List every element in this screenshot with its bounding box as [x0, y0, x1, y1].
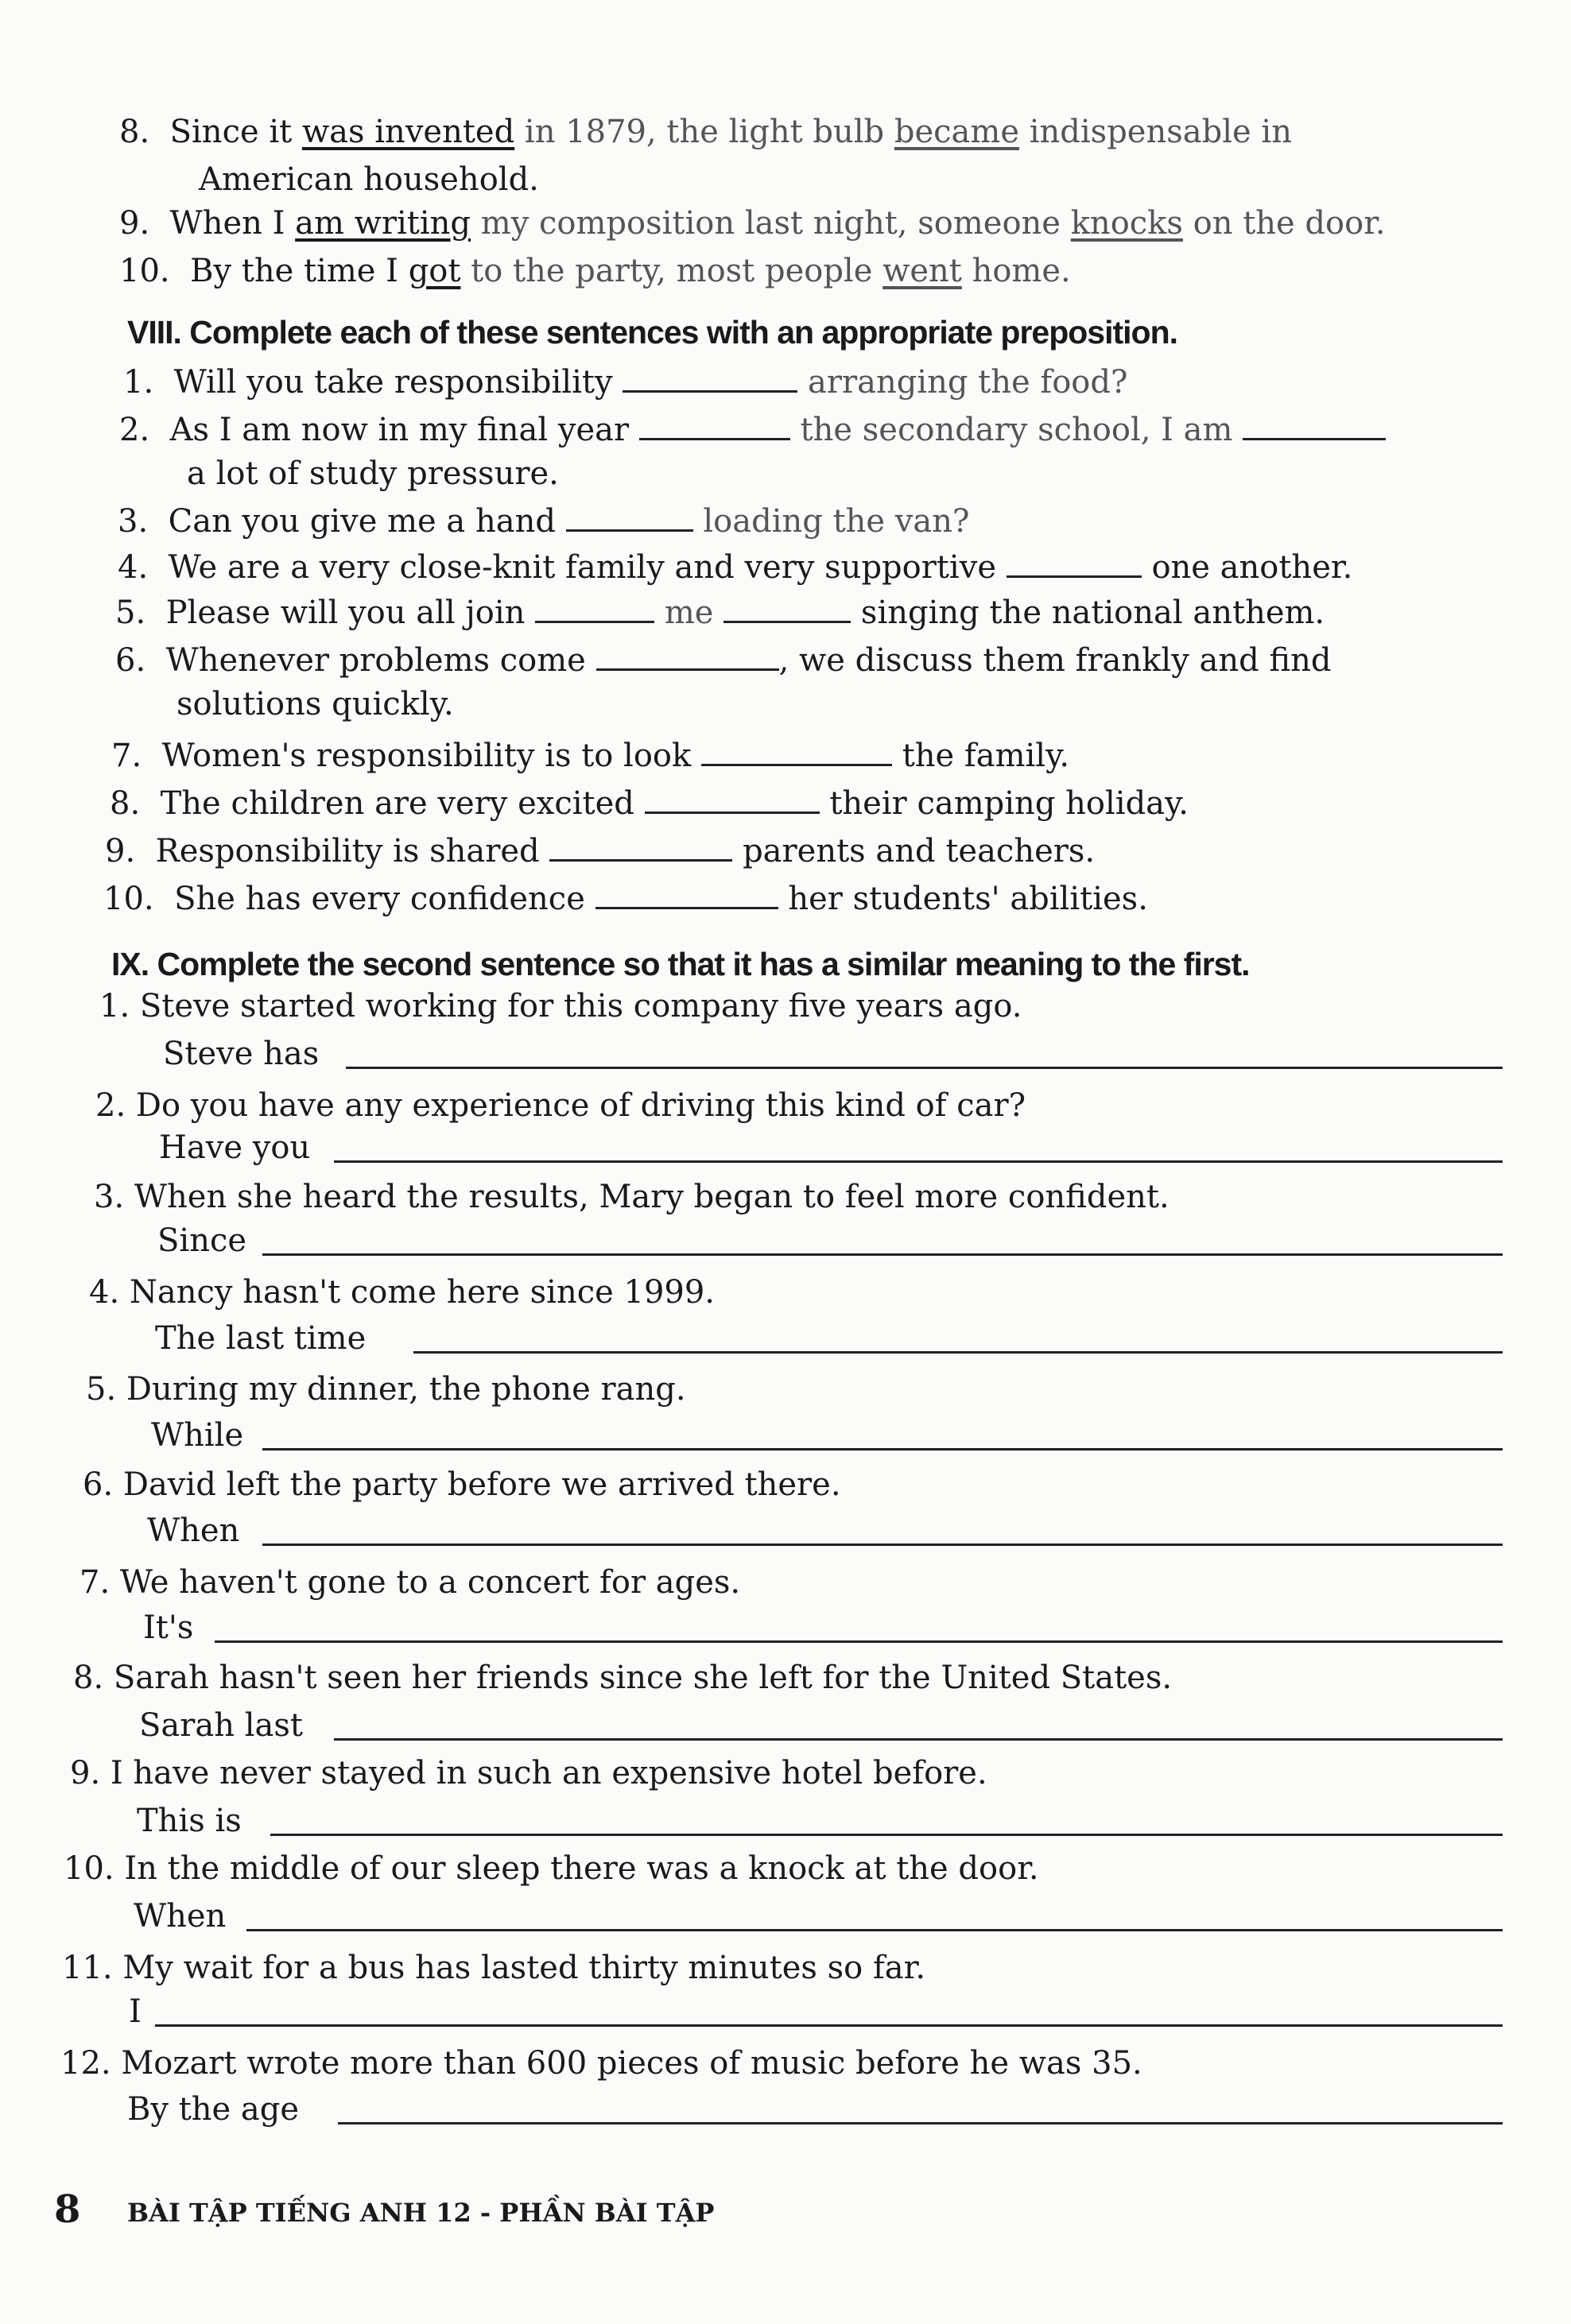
- answer-blank[interactable]: [535, 592, 654, 623]
- s7-item-8-cont: American household.: [199, 161, 539, 198]
- answer-line[interactable]: [262, 1544, 1503, 1546]
- original-sentence: In the middle of our sleep there was a knock at the door.: [124, 1850, 1039, 1887]
- answer-blank[interactable]: [723, 592, 851, 623]
- rewrite-prompt: Sarah last: [139, 1707, 303, 1744]
- rewrite-item: 1. Steve started working for this company five years ago.: [99, 988, 1022, 1024]
- answer-line[interactable]: [334, 1160, 1503, 1163]
- original-sentence: Nancy hasn't come here since 1999.: [129, 1274, 716, 1311]
- rewrite-item: 7. We haven't gone to a concert for ages.: [80, 1564, 741, 1601]
- page-number: 8: [54, 2187, 81, 2232]
- answer-line[interactable]: [334, 1738, 1503, 1741]
- s8-item-8: 8. The children are very excited their camping holiday.: [110, 783, 1189, 824]
- s8-item-9: 9. Responsibility is shared parents and teachers.: [105, 831, 1095, 872]
- answer-blank[interactable]: [595, 878, 778, 909]
- original-sentence: During my dinner, the phone rang.: [126, 1371, 686, 1408]
- rewrite-prompt: While: [151, 1417, 244, 1454]
- rewrite-prompt: When: [134, 1898, 227, 1935]
- rewrite-prompt: Since: [157, 1222, 247, 1259]
- answer-blank[interactable]: [639, 409, 790, 440]
- s8-item-5: 5. Please will you all join me singing the national anthem.: [115, 592, 1325, 633]
- answer-line[interactable]: [338, 2122, 1503, 2125]
- answer-line[interactable]: [262, 1253, 1503, 1256]
- s8-item-2-cont: a lot of study pressure.: [187, 455, 559, 492]
- s8-item-6: 6. Whenever problems come , we discuss them frankly and find: [115, 640, 1331, 681]
- rewrite-prompt: It's: [143, 1609, 194, 1646]
- original-sentence: I have never stayed in such an expensive hotel before.: [110, 1755, 987, 1791]
- s7-item-8: 8. Since it was invented in 1879, the light bulb became indispensable in: [119, 114, 1292, 150]
- answer-line[interactable]: [262, 1448, 1503, 1451]
- rewrite-item: 5. During my dinner, the phone rang.: [86, 1371, 686, 1408]
- s8-item-7: 7. Women's responsibility is to look the family.: [111, 735, 1069, 777]
- rewrite-prompt: When: [147, 1513, 240, 1549]
- s8-item-10: 10. She has every confidence her students' abilities.: [103, 878, 1148, 920]
- rewrite-item: 8. Sarah hasn't seen her friends since she left for the United States.: [73, 1660, 1173, 1696]
- answer-blank[interactable]: [549, 831, 732, 862]
- rewrite-item: 6. David left the party before we arrived there.: [83, 1466, 841, 1503]
- answer-blank[interactable]: [645, 783, 820, 814]
- answer-line[interactable]: [270, 1834, 1503, 1836]
- answer-line[interactable]: [413, 1351, 1503, 1354]
- original-sentence: Do you have any experience of driving this kind of car?: [135, 1087, 1026, 1124]
- s8-item-1: 1. Will you take responsibility arranging the food?: [123, 362, 1127, 403]
- answer-blank[interactable]: [596, 640, 779, 671]
- section-9-heading: IX. Complete the second sentence so that it has a similar meaning to the first.: [111, 946, 1250, 982]
- rewrite-prompt: Steve has: [163, 1036, 320, 1072]
- original-sentence: Steve started working for this company five years ago.: [139, 988, 1022, 1024]
- rewrite-item: 3. When she heard the results, Mary began to feel more confident.: [94, 1179, 1170, 1215]
- answer-blank[interactable]: [1007, 547, 1142, 578]
- rewrite-item: 11. My wait for a bus has lasted thirty minutes so far.: [62, 1950, 926, 1986]
- rewrite-item: 10. In the middle of our sleep there was a knock at the door.: [64, 1850, 1039, 1887]
- original-sentence: David left the party before we arrived there.: [122, 1466, 841, 1503]
- answer-line[interactable]: [246, 1929, 1503, 1931]
- answer-blank[interactable]: [623, 362, 797, 393]
- rewrite-item: 4. Nancy hasn't come here since 1999.: [89, 1274, 716, 1311]
- answer-line[interactable]: [155, 2024, 1503, 2027]
- rewrite-prompt: Have you: [159, 1129, 311, 1166]
- original-sentence: We haven't gone to a concert for ages.: [119, 1564, 741, 1601]
- answer-line[interactable]: [215, 1640, 1503, 1643]
- answer-blank[interactable]: [701, 735, 892, 766]
- original-sentence: Mozart wrote more than 600 pieces of music before he was 35.: [121, 2045, 1142, 2082]
- rewrite-prompt: The last time: [155, 1320, 367, 1357]
- rewrite-prompt: I: [129, 1993, 142, 2030]
- section-8-heading: VIII. Complete each of these sentences with an appropriate preposition.: [127, 314, 1178, 351]
- rewrite-item: 9. I have never stayed in such an expensive hotel before.: [70, 1755, 987, 1791]
- answer-blank[interactable]: [566, 501, 693, 532]
- rewrite-prompt: By the age: [127, 2091, 300, 2128]
- s8-item-2: 2. As I am now in my final year the secondary school, I am: [119, 409, 1386, 451]
- s8-item-6-cont: solutions quickly.: [176, 686, 454, 722]
- rewrite-item: 12. Mozart wrote more than 600 pieces of music before he was 35.: [60, 2045, 1142, 2082]
- original-sentence: Sarah hasn't seen her friends since she left for the United States.: [113, 1660, 1173, 1696]
- s8-item-3: 3. Can you give me a hand loading the van?: [118, 501, 969, 542]
- rewrite-prompt: This is: [137, 1803, 242, 1839]
- s8-item-4: 4. We are a very close-knit family and very supportive one another.: [118, 547, 1352, 588]
- s7-item-9: 9. When I am writing my composition last night, someone knocks on the door.: [119, 205, 1386, 242]
- answer-line[interactable]: [346, 1067, 1503, 1069]
- original-sentence: My wait for a bus has lasted thirty minutes so far.: [122, 1950, 926, 1986]
- s7-item-10: 10. By the time I got to the party, most people went home.: [119, 253, 1071, 289]
- rewrite-item: 2. Do you have any experience of driving this kind of car?: [95, 1087, 1026, 1124]
- answer-blank[interactable]: [1243, 409, 1386, 440]
- original-sentence: When she heard the results, Mary began to feel more confident.: [134, 1179, 1170, 1215]
- book-title: BÀI TẬP TIẾNG ANH 12 - PHẦN BÀI TẬP: [127, 2198, 715, 2228]
